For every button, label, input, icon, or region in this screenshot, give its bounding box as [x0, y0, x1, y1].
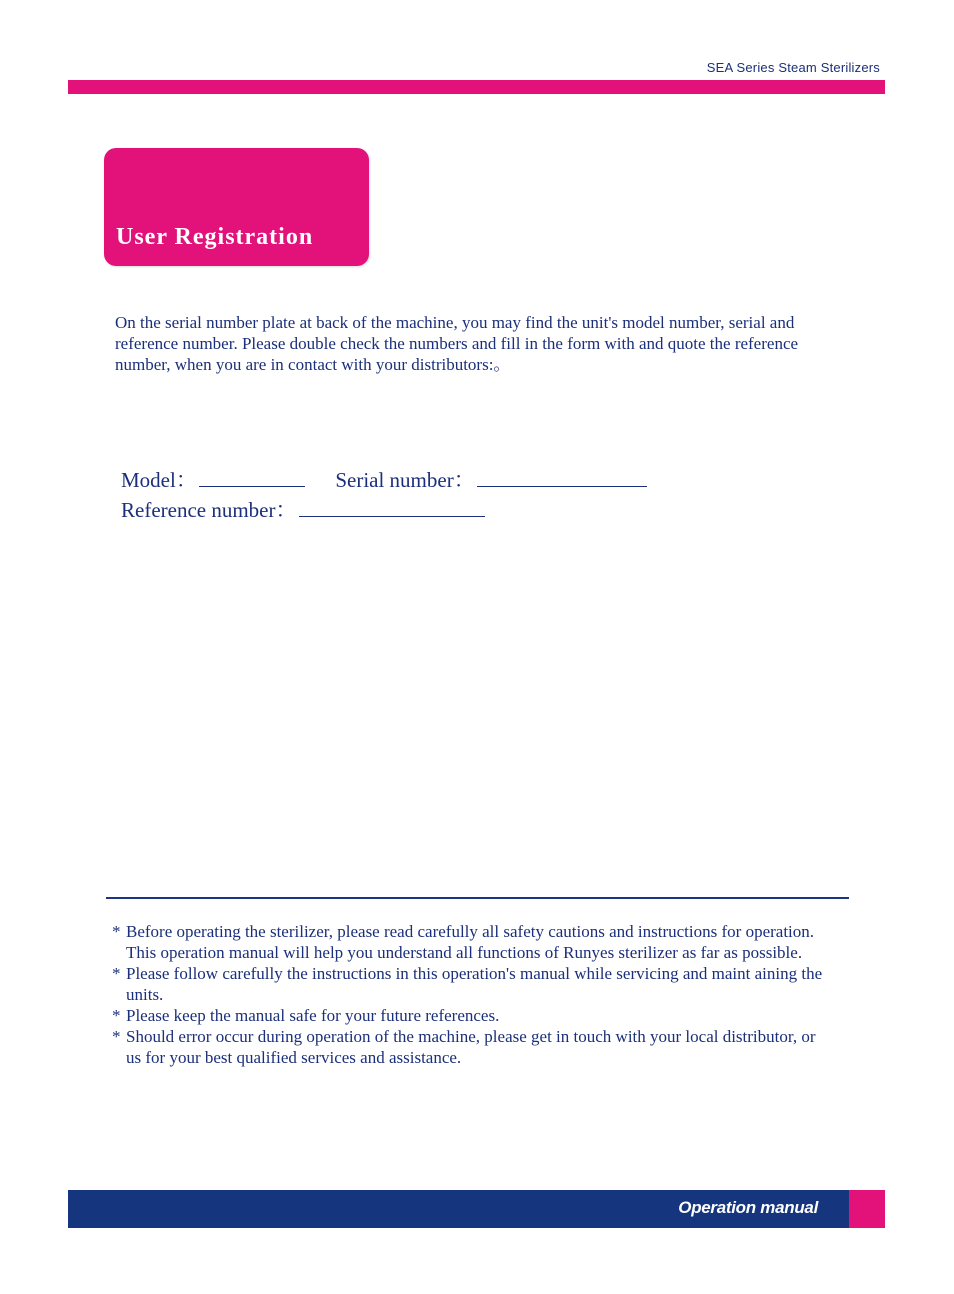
bullet-star: * — [112, 922, 121, 941]
bullet-star: * — [112, 964, 121, 983]
section-title: User Registration — [116, 224, 314, 250]
footer-label: Operation manual — [678, 1198, 818, 1217]
serial-number-label: Serial number： — [335, 468, 475, 492]
reference-number-label: Reference number： — [121, 498, 297, 522]
footer-bar — [68, 1190, 849, 1228]
header-title: SEA Series Steam Sterilizers — [706, 60, 880, 75]
serial-number-field[interactable] — [477, 464, 647, 487]
bullet-star: * — [112, 1027, 121, 1046]
bullet-star: * — [112, 1006, 121, 1025]
model-field[interactable] — [199, 464, 305, 487]
list-item: * Should error occur during operation of the machine, please get in touch with your local distributor, or us for your best qualified services and assistance. — [112, 1027, 816, 1067]
footer-accent-block — [849, 1190, 885, 1228]
header-accent-bar — [68, 80, 885, 94]
section-title-box — [104, 148, 369, 266]
form-row-model-serial — [121, 464, 647, 494]
list-item: * Please follow carefully the instructions in this operation's manual while servicing and maint aining the units. — [112, 964, 823, 1004]
notes-list — [112, 921, 832, 1068]
form-row-reference — [121, 494, 485, 524]
section-divider — [106, 897, 849, 899]
intro-paragraph: On the serial number plate at back of the machine, you may find the unit's model number, serial and reference number. Please double check the numbers and fill in the form with and quote the reference number, when you are in contact with your distributors:。 — [115, 313, 799, 374]
reference-number-field[interactable] — [299, 494, 485, 517]
model-label: Model： — [121, 468, 197, 492]
list-item: * Before operating the sterilizer, please read carefully all safety cautions and instructions for operation. This operation manual will help you understand all functions of Runyes sterilizer as far as possible. — [112, 922, 815, 962]
list-item: * Please keep the manual safe for your future references. — [112, 1006, 500, 1025]
